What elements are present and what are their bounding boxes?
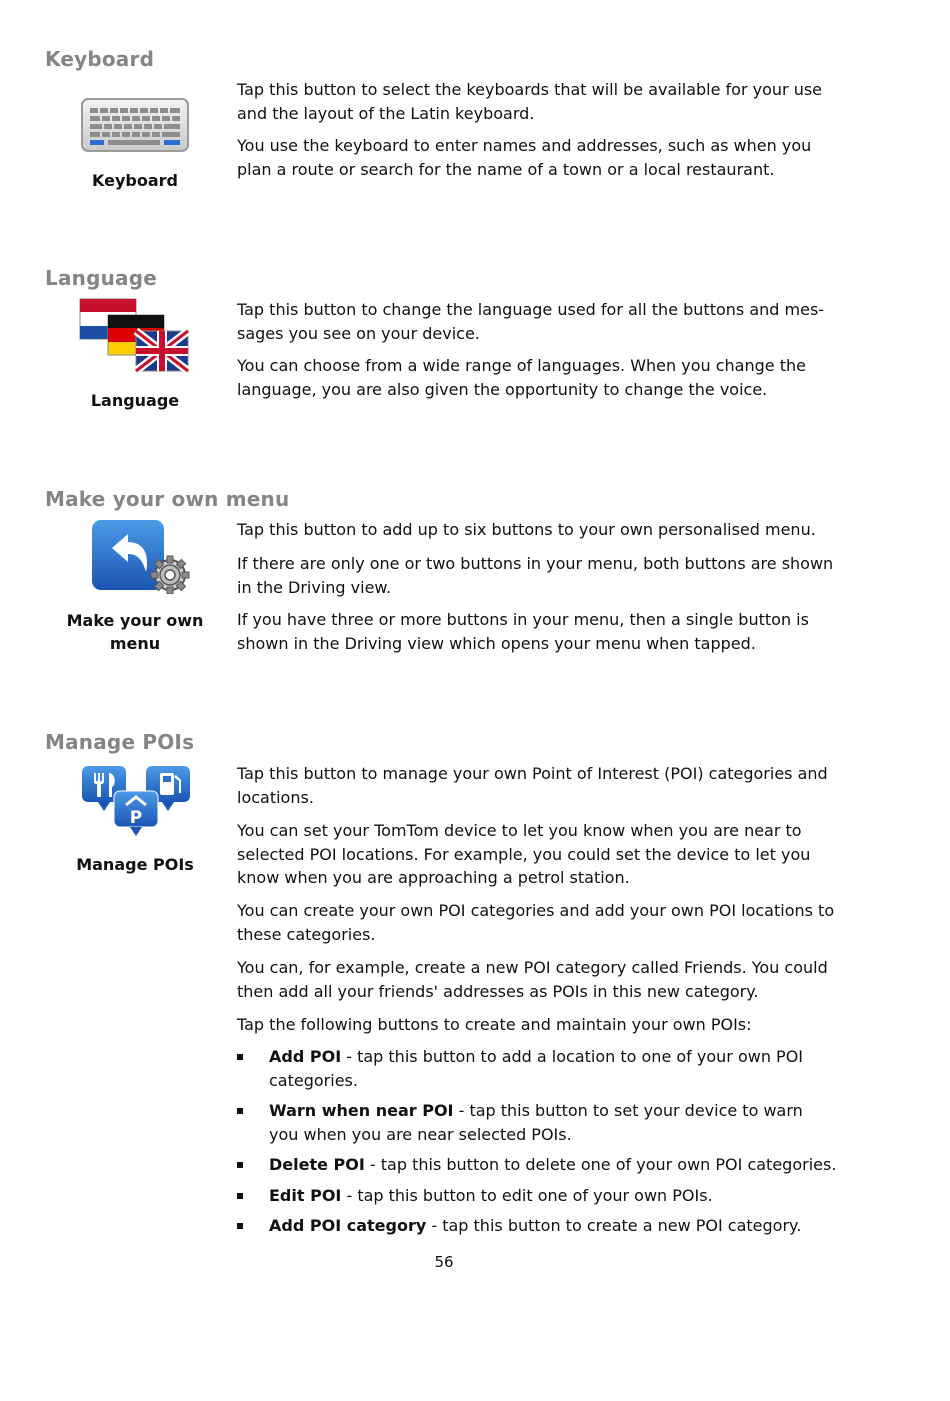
language-caption: Language (90, 391, 180, 410)
menu-caption-line-1: Make your own (66, 611, 204, 630)
menu-arrow-gear-icon (90, 518, 190, 594)
bullet-text: - tap this button to add a location to one of your own POI categories. (269, 1047, 803, 1090)
list-item (237, 1153, 837, 1177)
pois-paragraph-4: You can, for example, create a new POI category called Friends. You could then add all your friends' addresses as POIs in this new category. (237, 958, 828, 1001)
keyboard-paragraph-1: Tap this button to select the keyboards that will be available for your use and the layout of the Latin keyboard. (237, 80, 823, 123)
bullet-term: Add POI category (269, 1216, 427, 1235)
bullet-marker (237, 1223, 243, 1229)
menu-paragraph-3: If you have three or more buttons in your menu, then a single button is shown in the Driving view which opens your menu when tapped. (237, 610, 809, 653)
language-paragraph-2: You can choose from a wide range of languages. When you change the language, you are also given the opportunity to change the voice. (237, 356, 806, 399)
keyboard-paragraph-2: You use the keyboard to enter names and addresses, such as when you plan a route or search for the name of a town or a local restaurant. (237, 136, 812, 179)
bullet-text: - tap this button to create a new POI category. (426, 1216, 802, 1235)
bullet-marker (237, 1193, 243, 1199)
pois-caption: Manage POIs (76, 855, 194, 874)
menu-paragraph-1: Tap this button to add up to six buttons to your own personalised menu. (237, 520, 816, 539)
bullet-text: - tap this button to delete one of your own POI categories. (364, 1155, 837, 1174)
svg-text:P: P (129, 808, 143, 828)
bullet-text: - tap this button to set your device to warn you when you are near selected POIs. (269, 1101, 803, 1144)
pois-paragraph-5: Tap the following buttons to create and maintain your own POIs: (237, 1015, 752, 1034)
bullet-text: - tap this button to edit one of your own POIs. (341, 1186, 713, 1205)
list-item (237, 1184, 837, 1208)
menu-caption (45, 609, 225, 655)
menu-paragraph-2: If there are only one or two buttons in your menu, both buttons are shown in the Driving view. (237, 554, 834, 597)
keyboard-icon (80, 97, 190, 154)
flags-icon (78, 297, 190, 375)
bullet-marker (237, 1054, 243, 1060)
bullet-marker (237, 1108, 243, 1114)
list-item (237, 1099, 837, 1146)
page-number: 56 (434, 1253, 454, 1271)
list-item (237, 1045, 837, 1092)
bullet-term: Edit POI (269, 1186, 342, 1205)
list-item (237, 1214, 837, 1238)
menu-caption-line-2: menu (109, 634, 161, 653)
pois-paragraph-3: You can create your own POI categories and add your own POI locations to these categories. (237, 901, 835, 944)
language-paragraph-1: Tap this button to change the language used for all the buttons and mes-sages you see on your device. (237, 300, 825, 343)
section-heading-keyboard: Keyboard (45, 47, 155, 71)
bullet-marker (237, 1162, 243, 1168)
keyboard-caption: Keyboard (92, 171, 178, 190)
bullet-term: Warn when near POI (269, 1101, 454, 1120)
pois-paragraph-1: Tap this button to manage your own Point of Interest (POI) categories and locations. (237, 764, 828, 807)
bullet-term: Delete POI (269, 1155, 365, 1174)
section-heading-manage-pois: Manage POIs (45, 730, 195, 754)
pois-paragraph-2: You can set your TomTom device to let you know when you are near to selected POI locations. For example, you could set the device to let you know when you are approaching a petrol station. (237, 821, 811, 887)
section-heading-language: Language (45, 266, 158, 290)
poi-pins-icon (80, 763, 192, 839)
bullet-term: Add POI (269, 1047, 342, 1066)
section-heading-make-your-own-menu: Make your own menu (45, 487, 290, 511)
